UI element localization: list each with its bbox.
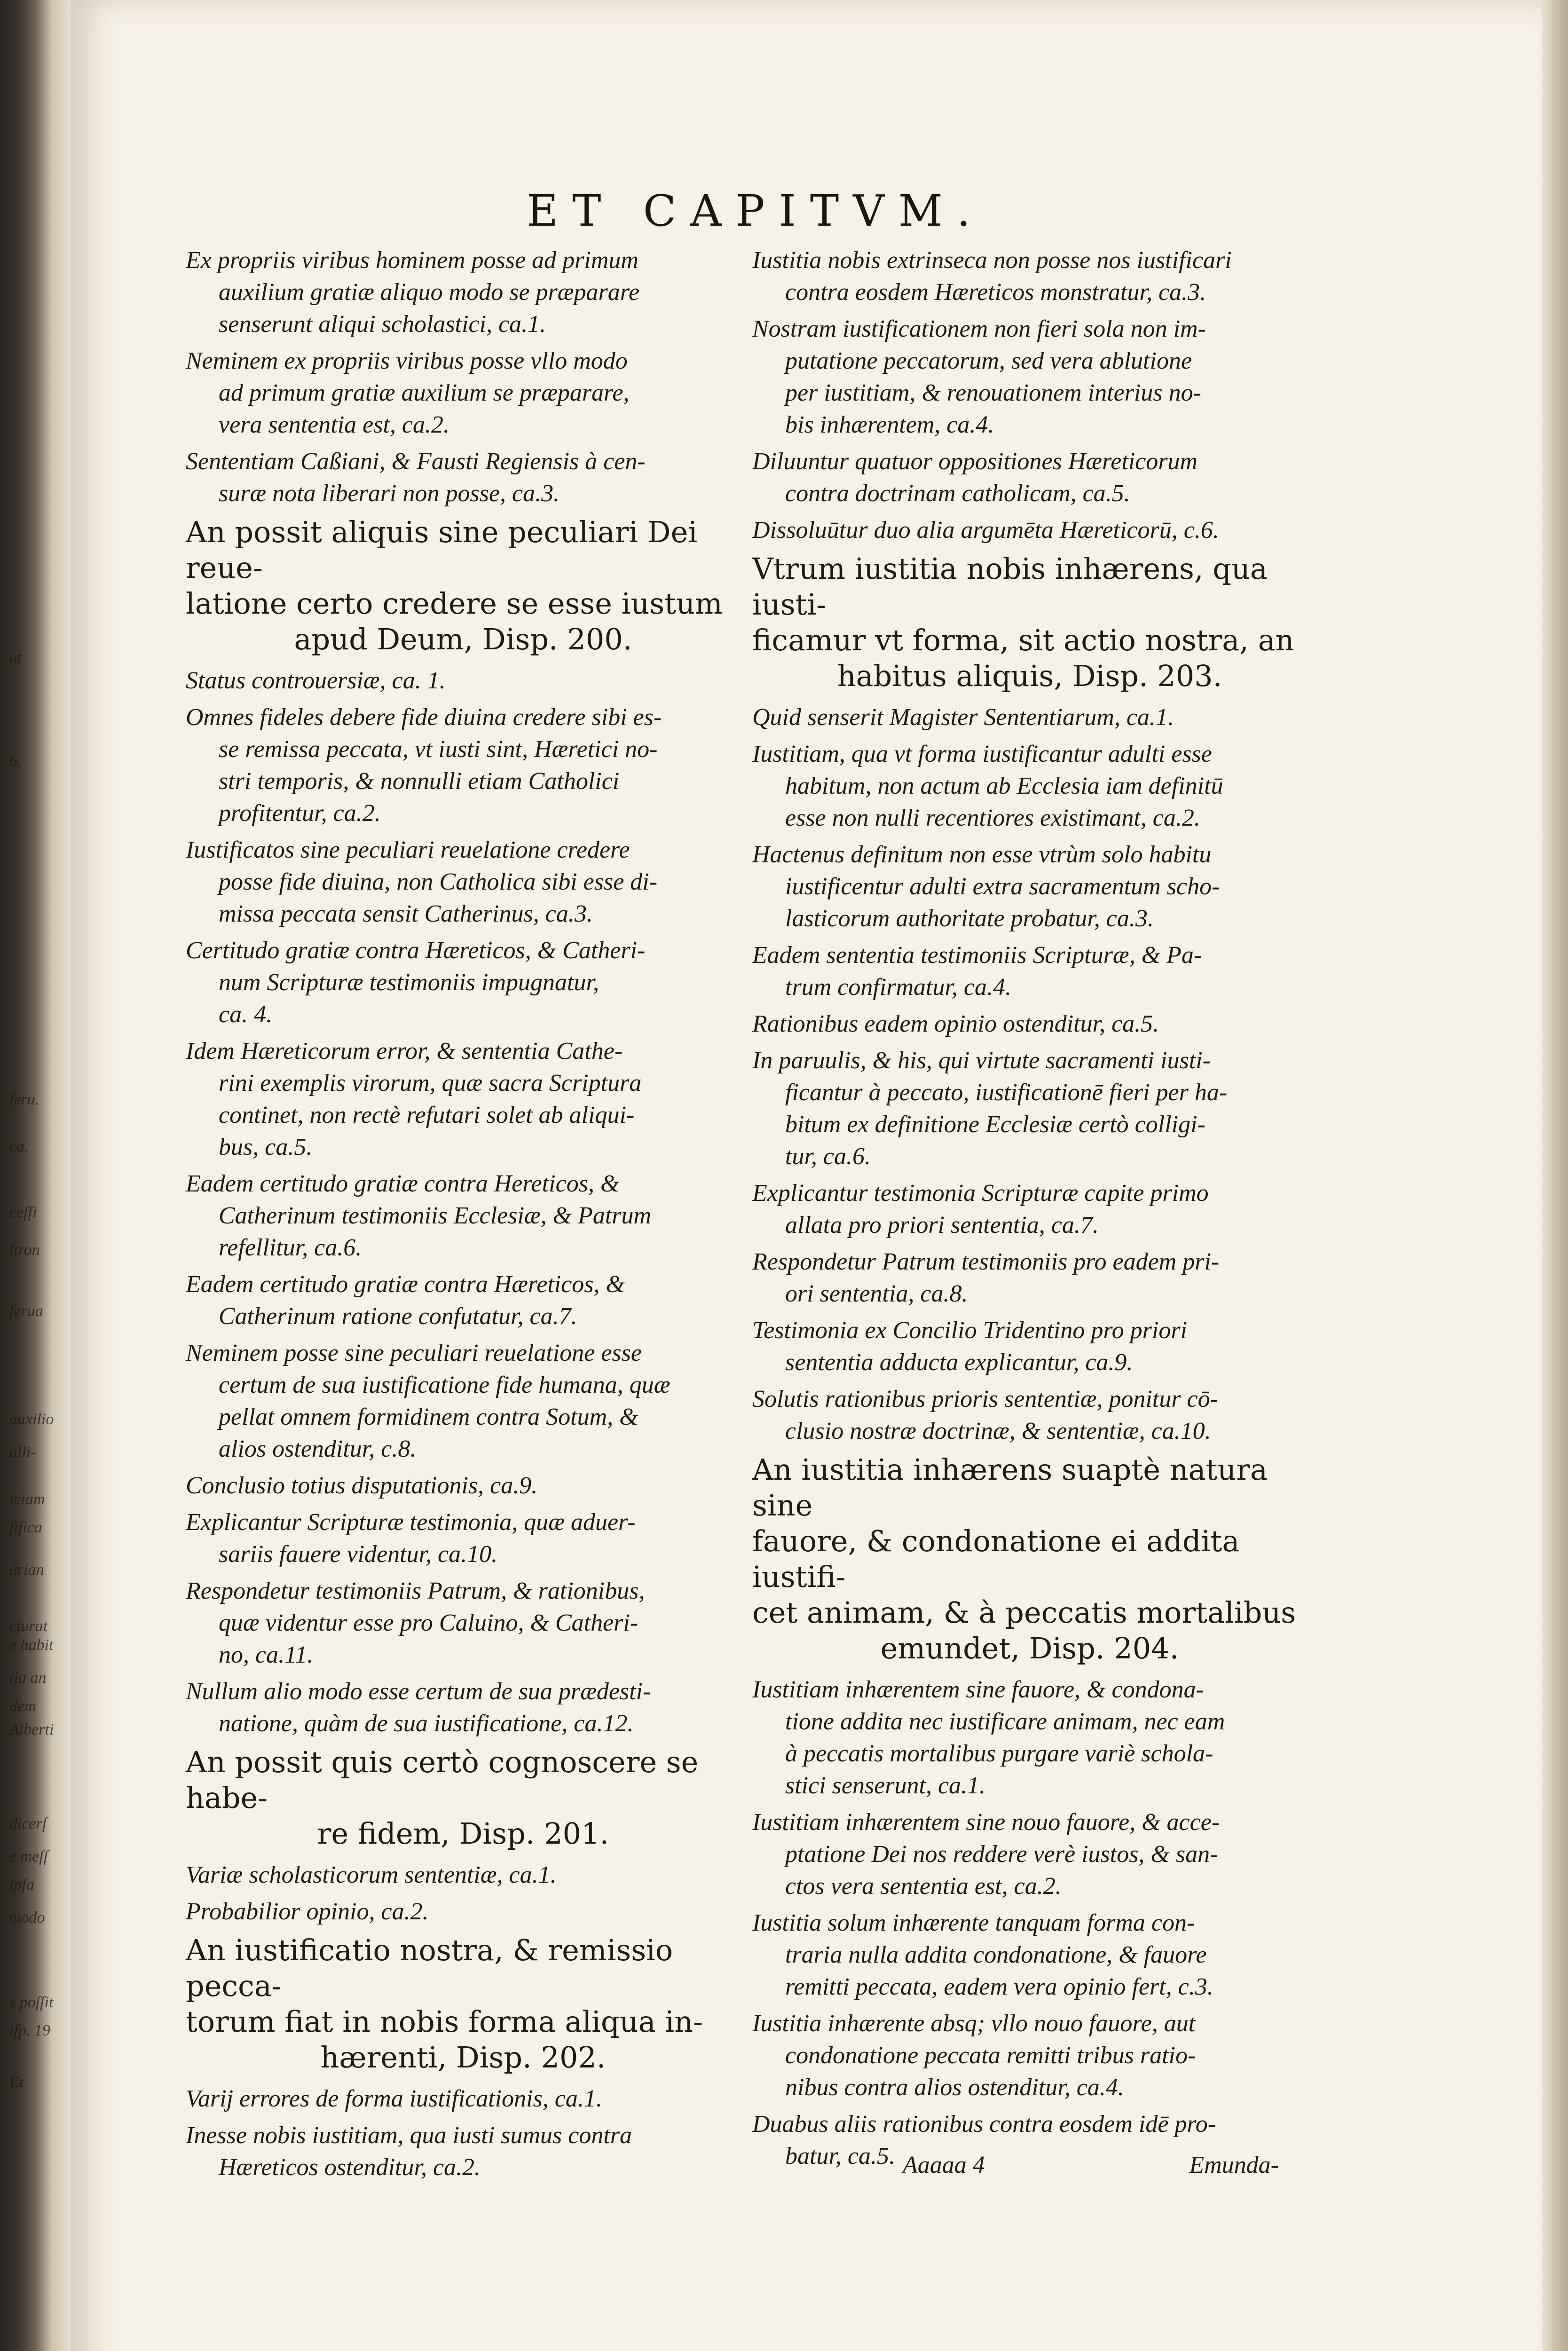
disputation-heading <box>186 514 741 657</box>
entry-line: Status controuersiæ, ca. 1. <box>186 667 446 694</box>
entry-line: certum de sua iustificatione fide humana, quæ <box>219 1372 670 1398</box>
index-entry <box>752 1045 1307 1173</box>
edge-fragment-text: ca. <box>9 1138 29 1155</box>
entry-line: Quid senserit Magister Sententiarum, ca.1. <box>752 704 1174 731</box>
edge-fragment-text: tia an <box>9 1669 47 1687</box>
entry-line: ca. 4. <box>219 1001 273 1028</box>
entry-line: An iustitia inhærens suaptè natura sine <box>752 1452 1268 1523</box>
entry-line: Iustitia inhærente absq; vllo nouo fauore, aut <box>752 2010 1196 2037</box>
entry-line: ptatione Dei nos reddere verè iustos, & san- <box>785 1841 1218 1868</box>
index-entry <box>752 939 1307 1003</box>
edge-fragment-text: auxilio <box>9 1411 54 1428</box>
edge-fragment-text: modo <box>9 1909 45 1926</box>
index-entry <box>752 1383 1307 1447</box>
edge-fragment-text: dem <box>9 1697 36 1715</box>
entry-line: missa peccata sensit Catherinus, ca.3. <box>219 900 593 927</box>
entry-line: refellitur, ca.6. <box>219 1234 362 1261</box>
entry-line: sententia adducta explicantur, ca.9. <box>785 1349 1133 1376</box>
index-entry <box>186 1896 741 1928</box>
entry-line: senserunt aliqui scholastici, ca.1. <box>219 311 546 338</box>
index-entry <box>752 245 1307 308</box>
entry-line: Iustitia solum inhærente tanquam forma con- <box>752 1909 1195 1936</box>
edge-fragment-text: e meſſ <box>9 1848 48 1865</box>
entry-line: Solutis rationibus prioris sententiæ, ponitur cō- <box>752 1386 1218 1412</box>
entry-line: Catherinum ratione confutatur, ca.7. <box>219 1303 577 1330</box>
entry-line: no, ca.11. <box>219 1641 314 1668</box>
entry-line: vera sententia est, ca.2. <box>219 411 449 438</box>
entry-line: Inesse nobis iustitiam, qua iusti sumus contra <box>186 2122 632 2149</box>
catchword: Emunda- <box>1189 2152 1279 2178</box>
entry-line: pellat omnem formidinem contra Sotum, & <box>219 1404 638 1430</box>
entry-line: In paruulis, & his, qui virtute sacramenti iusti- <box>752 1047 1211 1074</box>
entry-line: contra doctrinam catholicam, ca.5. <box>785 480 1130 507</box>
entry-line: Probabilior opinio, ca.2. <box>186 1898 429 1925</box>
edge-fragment-text: ceſſi <box>9 1204 37 1221</box>
index-entry <box>752 839 1307 935</box>
edge-fragment-text: ut <box>9 649 22 666</box>
entry-line: sariis fauere videntur, ca.10. <box>219 1541 498 1568</box>
entry-line: Nullum alio modo esse certum de sua prædesti- <box>186 1678 651 1705</box>
entry-line: Certitudo gratiæ contra Hæreticos, & Catheri- <box>186 937 646 964</box>
entry-line: tur, ca.6. <box>785 1143 871 1170</box>
index-entry <box>186 1035 741 1163</box>
index-entry <box>752 446 1307 510</box>
entry-line: iustificentur adulti extra sacramentum scho- <box>785 873 1220 900</box>
entry-line: allata pro priori sententia, ca.7. <box>785 1212 1099 1239</box>
edge-fragment-text: Et <box>9 2074 24 2091</box>
entry-line: Iustitia nobis extrinseca non posse nos iustificari <box>752 247 1232 274</box>
entry-line: Neminem ex propriis viribus posse vllo modo <box>186 347 628 374</box>
edge-fragment-text: ſifica <box>9 1519 42 1536</box>
index-entry <box>752 702 1307 734</box>
entry-line: ficamur vt forma, sit actio nostra, an <box>752 623 1294 657</box>
page-fore-edge <box>1542 0 1568 2351</box>
index-entry <box>186 1337 741 1465</box>
entry-line: Iustitiam inhærentem sine fauore, & condona- <box>752 1676 1204 1703</box>
index-entry <box>186 665 741 697</box>
entry-line: re fidem, Disp. 201. <box>317 1816 609 1851</box>
entry-line: alios ostenditur, c.8. <box>219 1436 417 1462</box>
entry-line: habitus aliquis, Disp. 203. <box>837 659 1222 693</box>
edge-fragment-text: ipſa <box>9 1876 34 1893</box>
entry-line: Iustitiam inhærentem sine nouo fauore, & acce- <box>752 1809 1220 1836</box>
entry-line: Variæ scholasticorum sententiæ, ca.1. <box>186 1862 557 1888</box>
entry-line: Explicantur testimonia Scripturæ capite primo <box>752 1180 1209 1207</box>
index-entry <box>186 935 741 1031</box>
entry-line: per iustitiam, & renouationem interius no- <box>785 379 1201 406</box>
edge-fragment-text: iſp. 19 <box>9 2022 50 2039</box>
edge-fragment-text: s poſſit <box>9 1994 54 2011</box>
entry-line: Rationibus eadem opinio ostenditur, ca.5. <box>752 1010 1159 1037</box>
edge-fragment-text: arian <box>9 1561 44 1578</box>
entry-line: torum fiat in nobis forma aliqua in- <box>186 2004 703 2039</box>
index-entry <box>752 1315 1307 1379</box>
disputation-heading <box>186 1744 741 1852</box>
edge-fragment-text: cturat <box>9 1617 48 1635</box>
previous-page-edge <box>0 0 59 2351</box>
edge-fragment-text: 6. <box>9 752 22 770</box>
index-entry <box>752 1674 1307 1802</box>
entry-line: ctos vera sententia est, ca.2. <box>785 1873 1062 1900</box>
index-entry <box>186 1575 741 1671</box>
entry-line: condonatione peccata remitti tribus ratio- <box>785 2042 1196 2069</box>
index-entry <box>752 1807 1307 1902</box>
index-entry <box>186 702 741 829</box>
entry-line: putatione peccatorum, sed vera ablutione <box>785 347 1192 374</box>
entry-line: Respondetur testimoniis Patrum, & rationibus, <box>186 1578 645 1604</box>
index-entry <box>186 1859 741 1891</box>
entry-line: continet, non rectè refutari solet ab aliqui- <box>219 1102 635 1128</box>
entry-line: Nostram iustificationem non fieri sola non im- <box>752 316 1206 342</box>
index-entry <box>752 2008 1307 2104</box>
index-entry <box>752 1907 1307 2003</box>
index-entry <box>752 514 1307 546</box>
entry-line: emundet, Disp. 204. <box>880 1631 1179 1665</box>
entry-line: Sententiam Caßiani, & Fausti Regiensis à cen- <box>186 448 646 475</box>
entry-line: Iustificatos sine peculiari reuelatione credere <box>186 836 630 863</box>
index-entry <box>186 2083 741 2115</box>
entry-line: esse non nulli recentiores existimant, ca.2. <box>785 805 1200 831</box>
signature-mark: Aaaaa 4 <box>903 2152 985 2178</box>
entry-line: Hæreticos ostenditur, ca.2. <box>219 2154 481 2181</box>
index-entry <box>752 313 1307 441</box>
entry-line: num Scripturæ testimoniis impugnatur, <box>219 969 599 996</box>
edge-fragment-text: ſeru. <box>9 1091 39 1108</box>
entry-line: Eadem certitudo gratiæ contra Hereticos, & <box>186 1170 620 1197</box>
disputation-heading <box>752 551 1307 694</box>
entry-line: Omnes fideles debere fide diuina credere sibi es- <box>186 704 662 731</box>
edge-fragment-text: ulli- <box>9 1444 36 1461</box>
entry-line: apud Deum, Disp. 200. <box>294 622 632 656</box>
entry-line: natione, quàm de sua iustificatione, ca.12. <box>219 1710 634 1737</box>
edge-fragment-text: iciam <box>9 1491 45 1508</box>
entry-line: latione certo credere se esse iustum <box>186 586 723 621</box>
entry-line: Eadem certitudo gratiæ contra Hæreticos, & <box>186 1271 625 1298</box>
entry-line: ad primum gratiæ auxilium se præparare, <box>219 379 630 406</box>
index-entry <box>186 345 741 441</box>
entry-line: Eadem sententia testimoniis Scripturæ, & Pa- <box>752 942 1202 969</box>
entry-line: stri temporis, & nonnulli etiam Catholici <box>219 768 620 795</box>
entry-line: Explicantur Scripturæ testimonia, quæ aduer- <box>186 1509 636 1536</box>
entry-line: posse fide diuina, non Catholica sibi esse di- <box>219 868 658 895</box>
entry-line: cet animam, & à peccatis mortalibus <box>752 1595 1296 1630</box>
entry-line: Catherinum testimoniis Ecclesiæ, & Patrum <box>219 1202 652 1229</box>
edge-fragment-text: ſtron <box>9 1241 40 1259</box>
entry-line: nibus contra alios ostenditur, ca.4. <box>785 2074 1124 2101</box>
index-entry <box>752 1246 1307 1310</box>
entry-line: bus, ca.5. <box>219 1134 313 1160</box>
entry-line: se remissa peccata, vt iusti sint, Hæretici no- <box>219 736 658 763</box>
entry-line: suræ nota liberari non posse, ca.3. <box>219 480 560 507</box>
entry-line: hærenti, Disp. 202. <box>320 2040 606 2075</box>
index-entry <box>186 245 741 340</box>
entry-line: traria nulla addita condonatione, & fauore <box>785 1941 1207 1968</box>
index-entry <box>186 1269 741 1333</box>
index-entry <box>752 738 1307 834</box>
index-entry <box>752 1008 1307 1040</box>
index-entry <box>186 1168 741 1264</box>
entry-line: stici senserunt, ca.1. <box>785 1772 986 1799</box>
entry-line: Iustitiam, qua vt forma iustificantur adulti esse <box>752 741 1212 767</box>
edge-fragment-text: dicerſ <box>9 1815 47 1832</box>
entry-line: Duabus aliis rationibus contra eosdem idē pro- <box>752 2111 1216 2138</box>
entry-line: An possit aliquis sine peculiari Dei reue- <box>186 515 698 585</box>
entry-line: An iustificatio nostra, & remissio pecca- <box>186 1933 673 2003</box>
entry-line: tione addita nec iustificare animam, nec eam <box>785 1708 1225 1735</box>
entry-line: Varij errores de forma iustificationis, ca.1. <box>186 2085 602 2112</box>
index-entry <box>186 1470 741 1502</box>
page-header: ET CAPITVM. <box>527 186 985 236</box>
entry-line: profitentur, ca.2. <box>219 800 381 827</box>
entry-line: Idem Hæreticorum error, & sententia Cathe- <box>186 1038 623 1065</box>
entry-line: bitum ex definitione Ecclesiæ certò colligi- <box>785 1111 1206 1138</box>
entry-line: Conclusio totius disputationis, ca.9. <box>186 1472 538 1499</box>
entry-line: contra eosdem Hæreticos monstratur, ca.3. <box>785 279 1206 306</box>
index-entry <box>752 1177 1307 1241</box>
entry-line: clusio nostræ doctrinæ, & sententiæ, ca.10. <box>785 1418 1211 1444</box>
index-entry <box>186 834 741 930</box>
entry-line: Diluuntur quatuor oppositiones Hæreticorum <box>752 448 1198 475</box>
index-column-right <box>752 245 1307 2177</box>
entry-line: ficantur à peccato, iustificationē fieri per ha- <box>785 1079 1228 1106</box>
index-entry <box>186 2120 741 2184</box>
entry-line: fauore, & condonatione ei addita iustifi- <box>752 1524 1240 1594</box>
entry-line: quæ videntur esse pro Caluino, & Catheri- <box>219 1609 638 1636</box>
entry-line: Neminem posse sine peculiari reuelatione esse <box>186 1340 642 1366</box>
entry-line: bis inhærentem, ca.4. <box>785 411 994 438</box>
entry-line: batur, ca.5. <box>785 2143 895 2170</box>
entry-line: Dissoluūtur duo alia argumēta Hæreticorū, c.6. <box>752 517 1219 544</box>
entry-line: ori sententia, ca.8. <box>785 1280 968 1307</box>
edge-fragment-text: ſerua <box>9 1302 43 1320</box>
entry-line: An possit quis certò cognoscere se habe- <box>186 1745 699 1815</box>
edge-fragment-text: e habit <box>9 1636 54 1654</box>
entry-line: auxilium gratiæ aliquo modo se præparare <box>219 279 640 306</box>
entry-line: à peccatis mortalibus purgare variè schola- <box>785 1740 1213 1767</box>
entry-line: Testimonia ex Concilio Tridentino pro priori <box>752 1317 1188 1344</box>
entry-line: lasticorum authoritate probatur, ca.3. <box>785 905 1154 932</box>
entry-line: Hactenus definitum non esse vtrùm solo habitu <box>752 841 1212 868</box>
entry-line: Ex propriis viribus hominem posse ad primum <box>186 247 638 274</box>
edge-fragment-text: Alberti <box>9 1721 54 1738</box>
entry-line: habitum, non actum ab Ecclesia iam definitū <box>785 773 1223 799</box>
disputation-heading <box>186 1933 741 2075</box>
entry-line: trum confirmatur, ca.4. <box>785 974 1011 1001</box>
entry-line: rini exemplis virorum, quæ sacra Scriptura <box>219 1070 642 1097</box>
entry-line: Respondetur Patrum testimoniis pro eadem pri- <box>752 1248 1220 1275</box>
index-entry <box>186 1676 741 1740</box>
entry-line: remitti peccata, eadem vera opinio fert, c.3. <box>785 1973 1213 2000</box>
index-column-left <box>186 245 741 2188</box>
index-entry <box>186 446 741 510</box>
entry-line: Vtrum iustitia nobis inhærens, qua iusti- <box>752 552 1268 622</box>
disputation-heading <box>752 1452 1307 1666</box>
index-entry <box>186 1507 741 1570</box>
